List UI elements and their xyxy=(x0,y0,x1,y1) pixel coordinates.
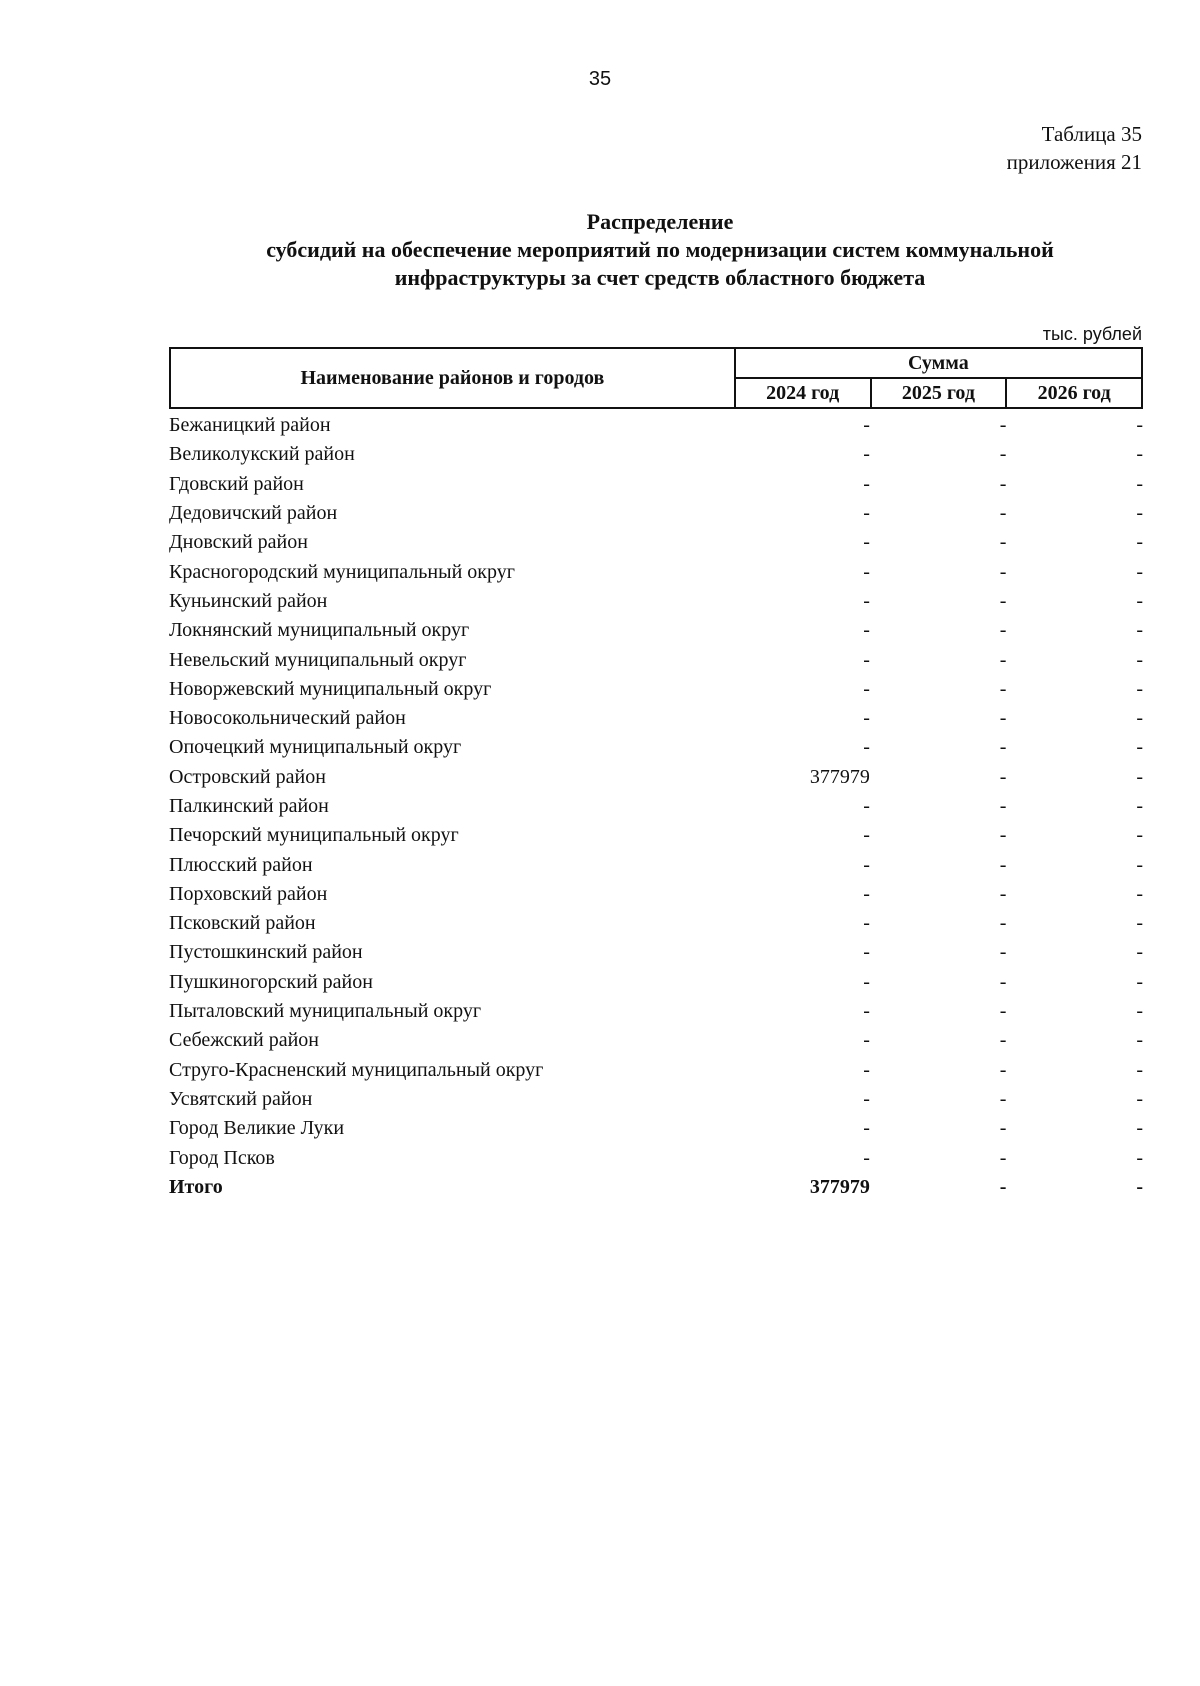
value-2025: - xyxy=(999,443,1007,466)
district-name: Дновский район xyxy=(169,531,308,554)
value-2026: - xyxy=(1136,912,1143,935)
table-row xyxy=(169,587,1143,616)
district-name: Куньинский район xyxy=(169,589,328,612)
district-name: Палкинский район xyxy=(169,795,329,817)
district-name: Великолукский район xyxy=(169,443,355,466)
value-2024: - xyxy=(863,1058,870,1081)
table-row xyxy=(169,704,1143,733)
table-row xyxy=(169,821,1143,850)
value-2026: - xyxy=(1136,853,1143,876)
value-2024: - xyxy=(863,472,870,495)
value-2025: - xyxy=(999,941,1007,964)
district-name: Пушкиногорский район xyxy=(169,970,373,993)
value-2026: - xyxy=(1136,1117,1143,1140)
header-sum-column: Сумма xyxy=(735,348,1142,378)
value-2024: - xyxy=(863,677,870,700)
district-name: Красногородский муниципальный округ xyxy=(169,560,515,583)
table-row xyxy=(169,1026,1143,1055)
district-name: Невельский муниципальный округ xyxy=(169,648,467,671)
value-2024: - xyxy=(863,736,870,759)
value-2025: - xyxy=(999,531,1007,554)
table-row xyxy=(169,880,1143,909)
document-title-line3: инфраструктуры за счет средств областного бюджета xyxy=(394,265,926,290)
value-2025: - xyxy=(999,765,1007,788)
table-row xyxy=(169,499,1143,528)
units-label: тыс. рублей xyxy=(1042,324,1142,344)
value-2024: - xyxy=(863,882,870,905)
district-name: Город Великие Луки xyxy=(169,1117,345,1140)
value-2026: - xyxy=(1136,765,1143,788)
value-2025: - xyxy=(999,414,1007,437)
district-name: Порховский район xyxy=(169,882,328,905)
value-2026: - xyxy=(1136,414,1143,437)
district-name: Новосокольнический район xyxy=(169,707,406,730)
table-body xyxy=(169,411,1143,1202)
district-name: Островский район xyxy=(169,765,326,788)
document-title-line1: Распределение xyxy=(586,209,734,234)
district-name: Бежаницкий район xyxy=(169,414,331,437)
district-name: Усвятский район xyxy=(169,1087,313,1110)
district-name: Итого xyxy=(169,1175,223,1198)
value-2024: - xyxy=(863,1000,870,1023)
district-name: Струго-Красненский муниципальный округ xyxy=(169,1058,544,1081)
table-row xyxy=(169,675,1143,704)
value-2025: - xyxy=(999,619,1007,642)
value-2025: - xyxy=(999,648,1007,671)
value-2024: 377979 xyxy=(809,1175,870,1198)
table-row xyxy=(169,997,1143,1026)
value-2024: - xyxy=(863,589,870,612)
district-name: Пыталовский муниципальный округ xyxy=(169,1000,482,1023)
value-2024: - xyxy=(863,531,870,554)
value-2026: - xyxy=(1136,443,1143,466)
table-row xyxy=(169,411,1143,440)
table-reference xyxy=(1007,120,1142,176)
district-name: Гдовский район xyxy=(169,472,304,495)
value-2024: - xyxy=(863,970,870,993)
value-2025: - xyxy=(999,1058,1007,1081)
value-2025: - xyxy=(999,795,1007,817)
value-2026: - xyxy=(1136,824,1143,847)
value-2025: - xyxy=(999,970,1007,993)
value-2026: - xyxy=(1136,795,1143,817)
value-2026: - xyxy=(1136,1058,1143,1081)
district-name: Локнянский муниципальный округ xyxy=(169,619,470,642)
district-name: Опочецкий муниципальный округ xyxy=(169,736,462,759)
value-2024: - xyxy=(863,1029,870,1052)
value-2024: - xyxy=(863,619,870,642)
value-2025: - xyxy=(999,1000,1007,1023)
value-2026: - xyxy=(1136,1000,1143,1023)
header-year-2026: 2026 год xyxy=(1006,378,1142,408)
value-2024: - xyxy=(863,1087,870,1110)
table-row xyxy=(169,1056,1143,1085)
value-2026: - xyxy=(1136,882,1143,905)
value-2025: - xyxy=(999,1029,1007,1052)
table-row xyxy=(169,909,1143,938)
value-2024: - xyxy=(863,414,870,437)
value-2026: - xyxy=(1136,648,1143,671)
table-row xyxy=(169,440,1143,469)
value-2025: - xyxy=(999,882,1007,905)
value-2025: - xyxy=(999,736,1007,759)
value-2026: - xyxy=(1136,707,1143,730)
value-2024: 377979 xyxy=(809,765,870,788)
table-row xyxy=(169,733,1143,762)
district-name: Печорский муниципальный округ xyxy=(169,824,459,847)
table-row xyxy=(169,1085,1143,1114)
value-2025: - xyxy=(999,912,1007,935)
table-header xyxy=(169,347,1143,409)
value-2025: - xyxy=(999,707,1007,730)
document-title xyxy=(160,208,1160,292)
table-row xyxy=(169,792,1143,821)
value-2026: - xyxy=(1136,941,1143,964)
table-row xyxy=(169,938,1143,967)
value-2024: - xyxy=(863,1146,870,1169)
value-2025: - xyxy=(999,1175,1007,1198)
district-name: Дедовичский район xyxy=(169,502,338,525)
value-2026: - xyxy=(1136,1175,1143,1198)
district-name: Пустошкинский район xyxy=(169,941,363,964)
document-title-line2: субсидий на обеспечение мероприятий по модернизации систем коммунальной xyxy=(266,237,1054,262)
value-2026: - xyxy=(1136,677,1143,700)
header-name-column: Наименование районов и городов xyxy=(170,348,735,408)
value-2025: - xyxy=(999,677,1007,700)
value-2024: - xyxy=(863,1117,870,1140)
table-row xyxy=(169,645,1143,674)
district-name: Новоржевский муниципальный округ xyxy=(169,677,492,700)
value-2025: - xyxy=(999,560,1007,583)
value-2026: - xyxy=(1136,970,1143,993)
value-2024: - xyxy=(863,941,870,964)
value-2025: - xyxy=(999,589,1007,612)
value-2025: - xyxy=(999,853,1007,876)
value-2024: - xyxy=(863,443,870,466)
district-name: Себежский район xyxy=(169,1029,319,1052)
page-number: 35 xyxy=(588,68,612,90)
value-2024: - xyxy=(863,707,870,730)
table-row xyxy=(169,763,1143,792)
value-2026: - xyxy=(1136,531,1143,554)
value-2024: - xyxy=(863,795,870,817)
value-2026: - xyxy=(1136,472,1143,495)
value-2025: - xyxy=(999,1117,1007,1140)
value-2024: - xyxy=(863,824,870,847)
table-row xyxy=(169,557,1143,586)
table-total-row xyxy=(169,1173,1143,1202)
value-2024: - xyxy=(863,648,870,671)
table-row xyxy=(169,850,1143,879)
value-2025: - xyxy=(999,472,1007,495)
header-year-2025: 2025 год xyxy=(871,378,1007,408)
value-2025: - xyxy=(999,1087,1007,1110)
value-2026: - xyxy=(1136,589,1143,612)
table-row xyxy=(169,968,1143,997)
district-name: Псковский район xyxy=(169,912,316,935)
table-reference-line1: Таблица 35 xyxy=(1041,122,1142,146)
table-row xyxy=(169,470,1143,499)
header-year-2024: 2024 год xyxy=(735,378,871,408)
table-row xyxy=(169,528,1143,557)
table-row xyxy=(169,616,1143,645)
table-row xyxy=(169,1114,1143,1143)
value-2024: - xyxy=(863,560,870,583)
table-reference-line2: приложения 21 xyxy=(1006,150,1142,174)
value-2024: - xyxy=(863,853,870,876)
value-2026: - xyxy=(1136,1087,1143,1110)
value-2024: - xyxy=(863,502,870,525)
district-name: Плюсский район xyxy=(169,853,313,876)
value-2026: - xyxy=(1136,1029,1143,1052)
value-2026: - xyxy=(1136,736,1143,759)
value-2026: - xyxy=(1136,619,1143,642)
value-2026: - xyxy=(1136,502,1143,525)
value-2026: - xyxy=(1136,560,1143,583)
value-2025: - xyxy=(999,1146,1007,1169)
table-row xyxy=(169,1143,1143,1172)
district-name: Город Псков xyxy=(169,1146,275,1169)
value-2024: - xyxy=(863,912,870,935)
value-2025: - xyxy=(999,824,1007,847)
value-2025: - xyxy=(999,502,1007,525)
value-2026: - xyxy=(1136,1146,1143,1169)
